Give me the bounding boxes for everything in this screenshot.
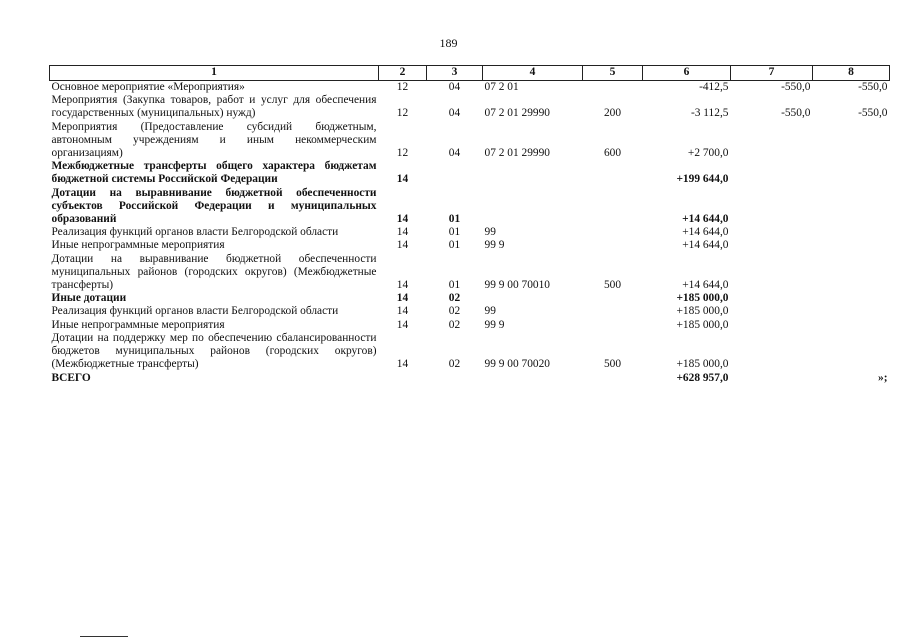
row-expense-type [583,81,643,95]
row-name: Основное мероприятие «Мероприятия» [51,81,245,93]
row-amount-3 [813,239,890,252]
table-row [50,121,890,161]
table-row [50,292,890,305]
table-row [50,160,890,186]
row-amount-2 [731,332,813,372]
row-amount-2 [731,160,813,186]
row-amount-1: +185 000,0 [676,358,729,371]
row-name: Реализация функций органов власти Белгородской области [51,305,339,318]
row-target-code: 99 [484,305,496,318]
footnote-rule [80,636,128,637]
header-col-3: 3 [427,66,483,81]
row-expense-type [583,239,643,252]
row-subsection: 02 [448,305,461,318]
row-amount-3 [813,253,890,293]
row-name: Иные непрограммные мероприятия [51,239,225,252]
row-name: Дотации на выравнивание бюджетной обеспеченности муниципальных районов (городских округов) (Межбюджетные трансферты) [51,252,377,292]
row-expense-type [583,160,643,186]
row-amount-3: -550,0 [858,107,888,120]
row-target-code: 99 9 00 70020 [484,358,550,371]
row-amount-2 [731,121,813,161]
row-name: Иные непрограммные мероприятия [51,318,225,331]
row-amount-3 [813,292,890,305]
total-label: ВСЕГО [51,372,91,385]
row-subsection: 01 [448,213,461,226]
row-section: 14 [396,318,409,331]
row-amount-1: +14 644,0 [682,213,729,226]
header-col-1: 1 [50,66,379,81]
row-expense-type: 600 [603,147,622,160]
row-amount-2 [731,253,813,293]
row-amount-1: +14 644,0 [682,279,729,292]
row-target-code [483,292,583,305]
row-amount-1: -3 112,5 [690,107,729,120]
table-row [50,81,890,95]
row-section: 14 [396,173,409,186]
header-col-4: 4 [483,66,583,81]
row-amount-3: -550,0 [858,81,888,93]
row-amount-1: +14 644,0 [682,239,729,252]
row-amount-1: +185 000,0 [676,305,729,318]
row-subsection: 04 [448,81,461,93]
row-expense-type [583,226,643,239]
row-amount-2 [731,305,813,318]
row-target-code [483,187,583,227]
row-target-code: 99 9 00 70010 [484,279,550,292]
row-target-code: 99 [484,226,496,239]
budget-table [49,65,890,386]
closing-quote: »; [878,372,888,385]
row-section: 14 [396,226,409,239]
row-section: 14 [396,305,409,318]
row-amount-1: -412,5 [699,81,729,93]
row-amount-1: +199 644,0 [676,173,729,186]
row-subsection: 02 [448,358,461,371]
table-row [50,226,890,239]
row-subsection: 02 [448,318,461,331]
row-amount-1: +14 644,0 [682,226,729,239]
row-name: Мероприятия (Закупка товаров, работ и услуг для обеспечения государственных (муниципальных) нужд) [51,94,377,120]
row-amount-2: -550,0 [781,81,811,93]
row-target-code: 07 2 01 29990 [484,147,550,160]
row-expense-type [583,187,643,227]
row-name: Межбюджетные трансферты общего характера бюджетам бюджетной системы Российской Федерации [51,160,377,186]
row-name: Дотации на поддержку мер по обеспечению сбалансированности бюджетов муниципальных районов (городских округов) (Межбюджетные трансферты) [51,331,377,371]
table-row [50,239,890,252]
row-amount-1: +185 000,0 [676,292,729,305]
row-amount-2 [731,292,813,305]
row-expense-type [583,319,643,332]
row-amount-3 [813,121,890,161]
row-section: 12 [396,147,409,160]
total-value: +628 957,0 [676,372,729,385]
row-subsection: 01 [448,279,461,292]
total-row [50,371,890,385]
row-amount-3 [813,187,890,227]
row-section: 14 [396,213,409,226]
header-col-5: 5 [583,66,643,81]
row-name: Мероприятия (Предоставление субсидий бюджетным, автономным учреждениям и иным некоммерческим организациям) [51,120,377,160]
row-section: 14 [396,279,409,292]
table-row [50,319,890,332]
row-amount-1: +185 000,0 [676,318,729,331]
row-expense-type [583,305,643,318]
table-body [50,81,890,386]
header-row [50,66,890,81]
header-col-8: 8 [813,66,890,81]
row-amount-2 [731,319,813,332]
header-col-7: 7 [731,66,813,81]
row-expense-type: 200 [603,107,622,120]
table-row [50,187,890,227]
row-section: 14 [396,358,409,371]
row-name: Иные дотации [51,292,127,305]
table-row [50,305,890,318]
row-subsection: 04 [448,107,461,120]
row-name: Реализация функций органов власти Белгородской области [51,226,339,239]
row-target-code: 07 2 01 [484,81,519,93]
page-number: 189 [439,36,458,50]
row-section: 12 [396,81,409,93]
row-amount-2: -550,0 [781,107,811,120]
row-amount-3 [813,160,890,186]
row-name: Дотации на выравнивание бюджетной обеспеченности субъектов Российской Федерации и муниципальных образований [51,186,377,226]
table-row [50,94,890,120]
header-col-2: 2 [379,66,427,81]
row-amount-1: +2 700,0 [687,147,729,160]
row-subsection: 01 [448,239,461,252]
table-row [50,253,890,293]
row-subsection: 01 [448,226,461,239]
table-row [50,332,890,372]
row-target-code: 99 9 [484,239,505,252]
row-expense-type: 500 [603,358,622,371]
row-expense-type: 500 [603,279,622,292]
row-amount-2 [731,239,813,252]
row-amount-2 [731,226,813,239]
header-col-6: 6 [643,66,731,81]
row-amount-3 [813,319,890,332]
row-amount-3 [813,305,890,318]
row-subsection [427,160,483,186]
row-section: 14 [396,292,409,305]
row-section: 12 [396,107,409,120]
row-subsection: 04 [448,147,461,160]
row-target-code: 99 9 [484,318,505,331]
row-target-code: 07 2 01 29990 [484,107,550,120]
row-subsection: 02 [448,292,461,305]
row-section: 14 [396,239,409,252]
row-expense-type [583,292,643,305]
row-amount-2 [731,187,813,227]
row-amount-3 [813,332,890,372]
row-target-code [483,160,583,186]
row-amount-3 [813,226,890,239]
